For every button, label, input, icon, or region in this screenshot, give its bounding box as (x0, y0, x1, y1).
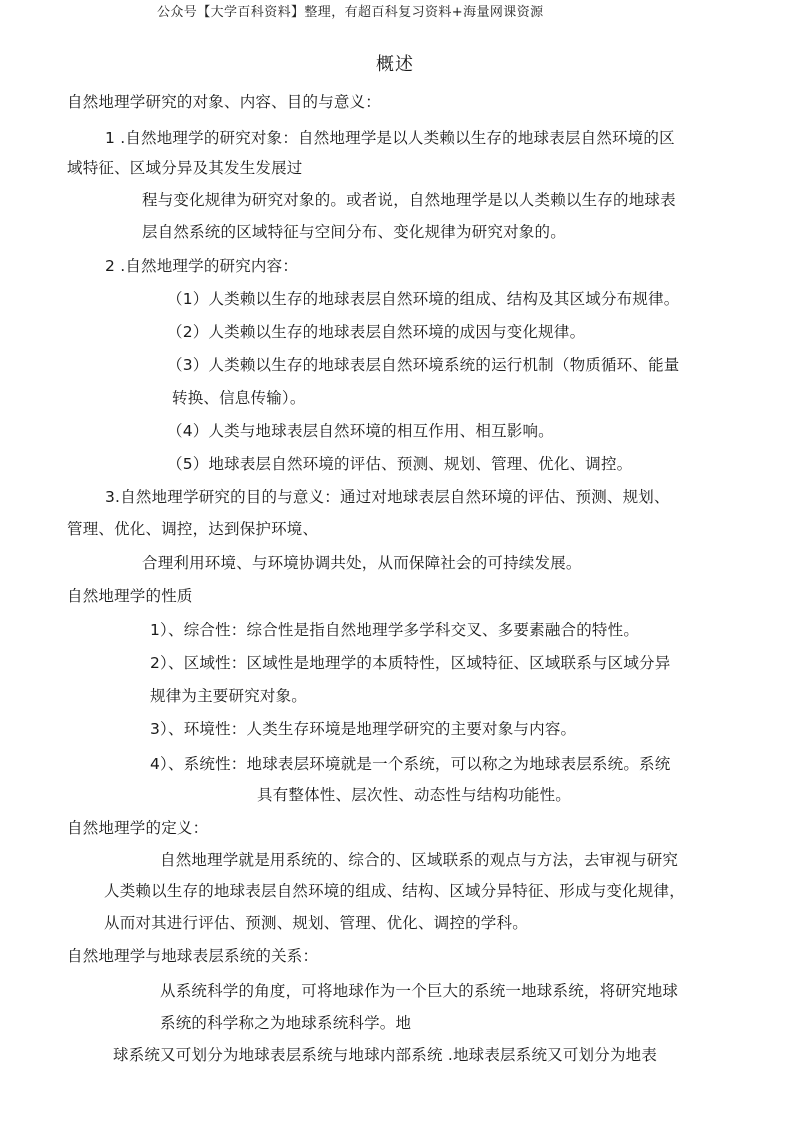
paragraph-line: 管理、优化、调控，达到保护环境、 (67, 520, 319, 538)
paragraph-line: 域特征、区域分异及其发生发展过 (67, 159, 303, 177)
page-title: 概述 (376, 54, 414, 75)
section-heading-relation: 自然地理学与地球表层系统的关系： (67, 947, 319, 965)
list-item: （1）人类赖以生存的地球表层自然环境的组成、结构及其区域分布规律。 (167, 290, 680, 308)
list-item: 3）、环境性：人类生存环境是地理学研究的主要对象与内容。 (150, 720, 577, 738)
section-heading-research: 自然地理学研究的对象、内容、目的与意义： (67, 93, 382, 111)
paragraph-line: 系统的科学称之为地球系统科学。地 (160, 1014, 412, 1032)
paragraph-line: 2 .自然地理学的研究内容： (105, 257, 299, 275)
paragraph-line: 自然地理学就是用系统的、综合的、区域联系的观点与方法，去审视与研究 (160, 851, 679, 869)
paragraph-line: 球系统又可划分为地球表层系统与地球内部系统 .地球表层系统又可划分为地表 (113, 1046, 658, 1064)
paragraph-line: 从系统科学的角度，可将地球作为一个巨大的系统一地球系统，将研究地球 (160, 982, 679, 1000)
list-item: （5）地球表层自然环境的评估、预测、规划、管理、优化、调控。 (167, 455, 633, 473)
paragraph-line: 1 .自然地理学的研究对象：自然地理学是以人类赖以生存的地球表层自然环境的区 (105, 129, 675, 147)
page-header: 公众号【大学百科资料】整理，有超百科复习资料+海量网课资源 (157, 5, 544, 20)
paragraph-line: 人类赖以生存的地球表层自然环境的组成、结构、区域分异特征、形成与变化规律， (104, 882, 685, 900)
section-heading-nature: 自然地理学的性质 (67, 587, 193, 605)
paragraph-line: 层自然系统的区域特征与空间分布、变化规律为研究对象的。 (142, 223, 566, 241)
paragraph-line: 3.自然地理学研究的目的与意义：通过对地球表层自然环境的评估、预测、规划、 (105, 488, 670, 506)
list-item: 1）、综合性：综合性是指自然地理学多学科交叉、多要素融合的特性。 (150, 621, 640, 639)
list-item: （4）人类与地球表层自然环境的相互作用、相互影响。 (167, 422, 554, 440)
paragraph-line: 程与变化规律为研究对象的。或者说，自然地理学是以人类赖以生存的地球表 (142, 191, 676, 209)
list-item-continuation: 具有整体性、层次性、动态性与结构功能性。 (257, 786, 572, 804)
list-item: 2）、区域性：区域性是地理学的本质特性，区域特征、区域联系与区域分异 (150, 654, 671, 672)
list-item: 4）、系统性：地球表层环境就是一个系统，可以称之为地球表层系统。系统 (150, 755, 671, 773)
paragraph-line: 从而对其进行评估、预测、规划、管理、优化、调控的学科。 (104, 914, 528, 932)
paragraph-line: 合理利用环境、与环境协调共处，从而保障社会的可持续发展。 (142, 554, 582, 572)
list-item-continuation: 转换、信息传输）。 (172, 389, 306, 407)
list-item: （3）人类赖以生存的地球表层自然环境系统的运行机制（物质循环、能量 (167, 356, 680, 374)
section-heading-definition: 自然地理学的定义： (67, 819, 209, 837)
list-item: （2）人类赖以生存的地球表层自然环境的成因与变化规律。 (167, 323, 586, 341)
list-item-continuation: 规律为主要研究对象。 (150, 687, 308, 705)
